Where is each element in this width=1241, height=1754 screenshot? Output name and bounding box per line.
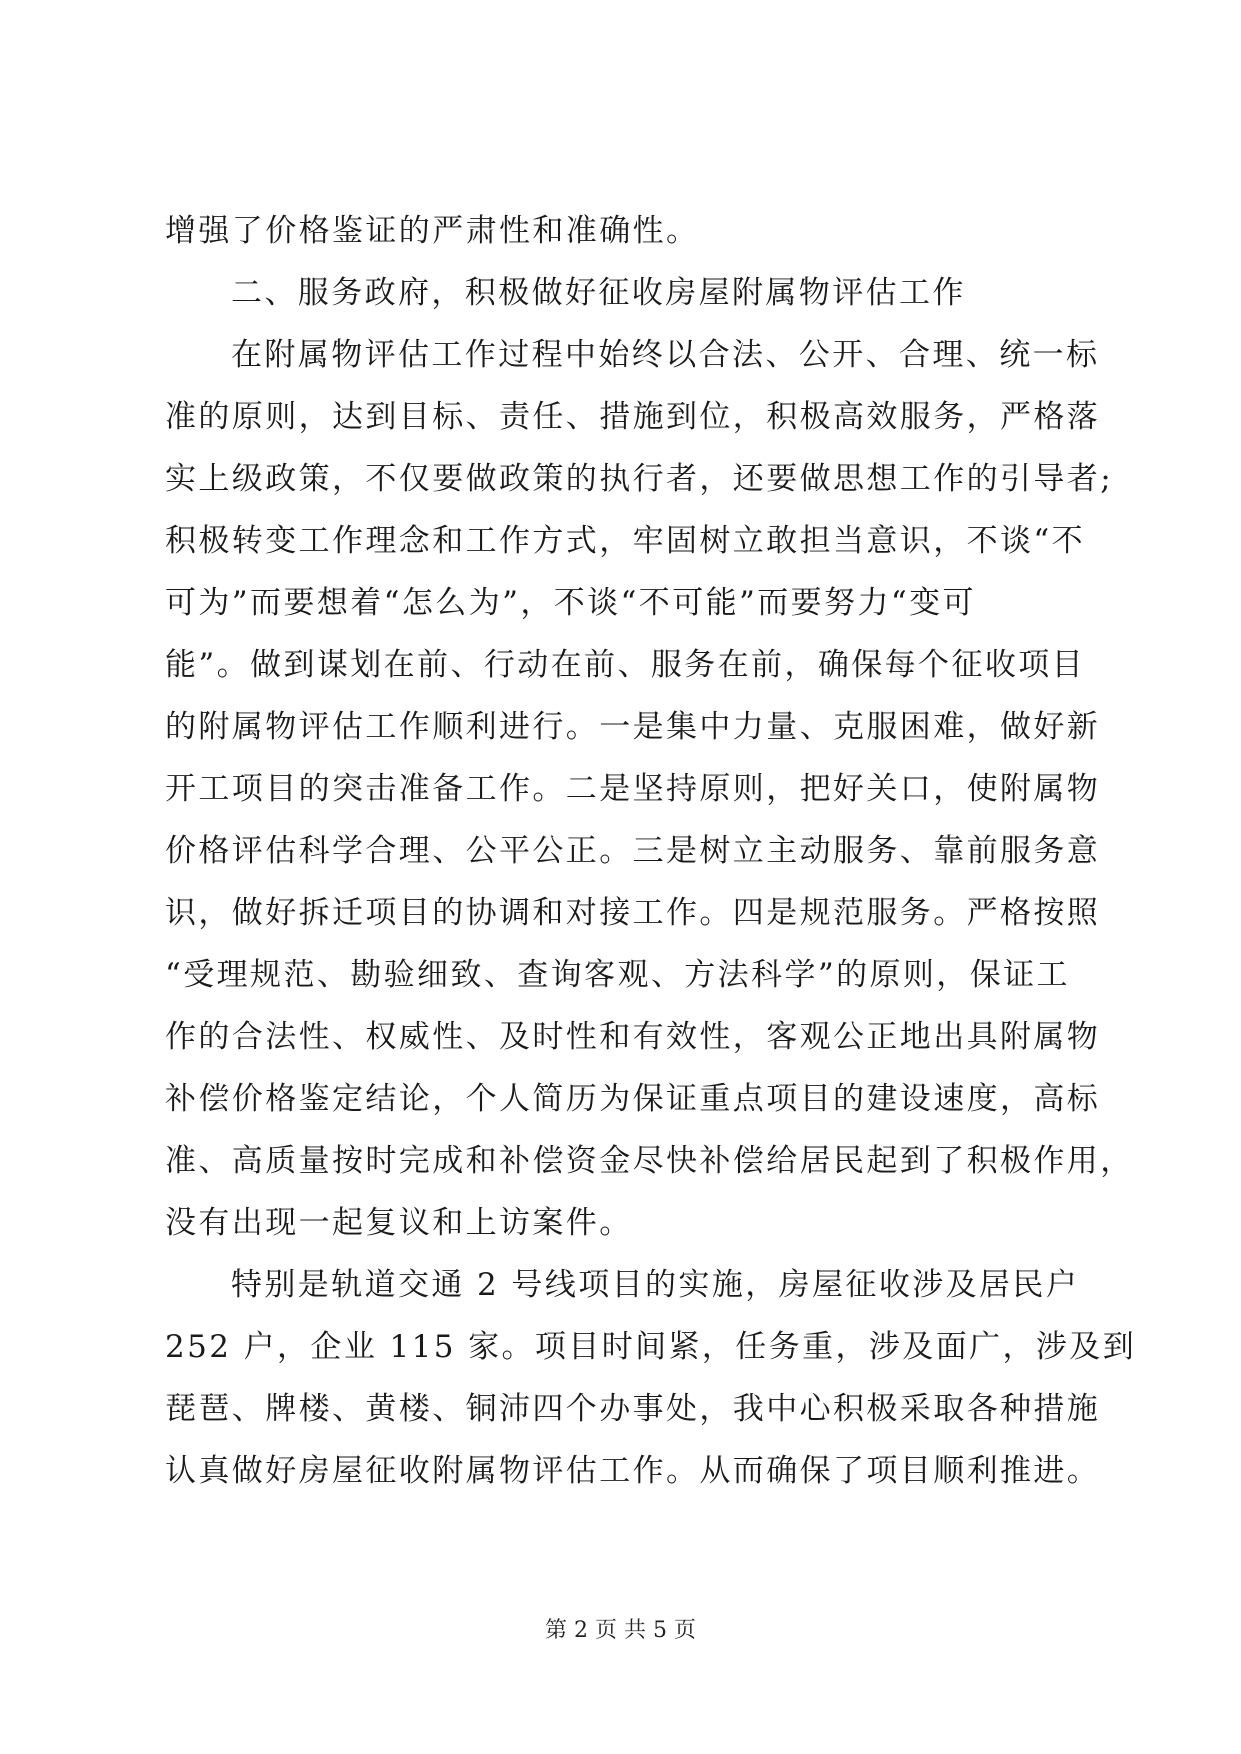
text-line: “受理规范、勘验细致、查询客观、方法科学”的原则，保证工 [165, 957, 1070, 993]
text-line: 准、高质量按时完成和补偿资金尽快补偿给居民起到了积极作用， [165, 1143, 1134, 1179]
page-indicator: 第 2 页 共 5 页 [545, 1618, 696, 1643]
text-line: 在附属物评估工作过程中始终以合法、公开、合理、统一标 [231, 337, 1100, 373]
text-line: 认真做好房屋征收附属物评估工作。从而确保了项目顺利推进。 [165, 1453, 1101, 1489]
text-line: 实上级政策，不仅要做政策的执行者，还要做思想工作的引导者; [165, 461, 1114, 497]
text-line: 的附属物评估工作顺利进行。一是集中力量、克服困难，做好新 [165, 709, 1101, 745]
text-line: 二、服务政府，积极做好征收房屋附属物评估工作 [231, 275, 966, 311]
paragraph-appraisal-work [165, 324, 1134, 1254]
text-line: 能”。做到谋划在前、行动在前、服务在前，确保每个征收项目 [165, 647, 1086, 683]
text-line: 特别是轨道交通 2 号线项目的实施，房屋征收涉及居民户 [231, 1267, 1080, 1303]
text-line: 琵琶、牌楼、黄楼、铜沛四个办事处，我中心积极采取各种措施 [165, 1391, 1101, 1427]
text-line: 积极转变工作理念和工作方式，牢固树立敢担当意识，不谈“不 [165, 523, 1086, 559]
text-line: 作的合法性、权威性、及时性和有效性，客观公正地出具附属物 [165, 1019, 1101, 1055]
text-line: 增强了价格鉴证的严肃性和准确性。 [165, 213, 700, 249]
paragraph-metro-line-2 [165, 1254, 1137, 1502]
text-line: 识，做好拆迁项目的协调和对接工作。四是规范服务。严格按照 [165, 895, 1101, 931]
document-body [165, 200, 1137, 1502]
page-footer [0, 1616, 1241, 1646]
text-line: 价格评估科学合理、公平公正。三是树立主动服务、靠前服务意 [165, 833, 1101, 869]
text-line: 252 户，企业 115 家。项目时间紧，任务重，涉及面广，涉及到 [165, 1329, 1137, 1365]
section-heading [165, 262, 1085, 324]
text-line: 没有出现一起复议和上访案件。 [165, 1205, 633, 1241]
text-line: 开工项目的突击准备工作。二是坚持原则，把好关口，使附属物 [165, 771, 1101, 807]
text-line: 补偿价格鉴定结论，个人简历为保证重点项目的建设速度，高标 [165, 1081, 1101, 1117]
text-line: 准的原则，达到目标、责任、措施到位，积极高效服务，严格落 [165, 399, 1101, 435]
paragraph-continuation [165, 200, 1085, 262]
text-line: 可为”而要想着“怎么为”，不谈“不可能”而要努力“变可 [165, 585, 976, 621]
